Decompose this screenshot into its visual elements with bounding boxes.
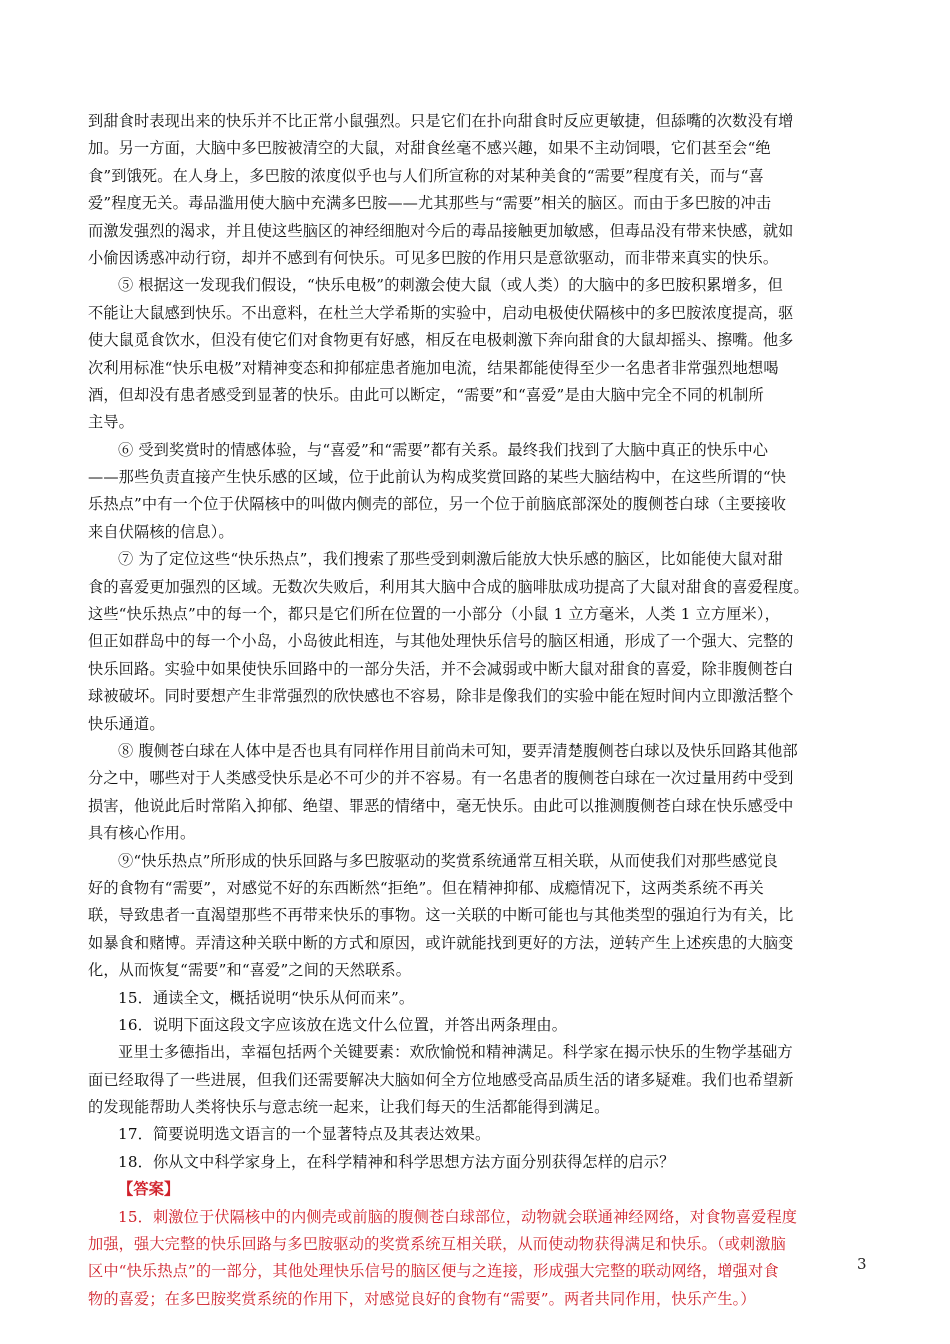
text-line: 来自伏隔核的信息）。 <box>88 522 234 541</box>
text-line: 球被破坏。同时要想产生非常强烈的欣快感也不容易，除非是像我们的实验中能在短时间内立即激活整个 <box>88 687 794 706</box>
text-line: 快乐通道。 <box>88 714 165 733</box>
answer-label: 【答案】 <box>118 1180 180 1199</box>
text-line: ——那些负责直接产生快乐感的区域，位于此前认为构成奖赏回路的某些大脑结构中，在这些所谓的“快 <box>88 468 787 487</box>
text-line: 而激发强烈的渴求，并且使这些脑区的神经细胞对今后的毒品接触更加敏感，但毒品没有带来快感，就如 <box>88 221 794 240</box>
text-line: 次利用标准“快乐电极”对精神变态和抑郁症患者施加电流，结果都能使得至少一名患者非常强烈地想喝 <box>88 358 779 377</box>
text-line: 食”到饿死。在人身上，多巴胺的浓度似乎也与人们所宣称的对某种美食的“需要”程度有关，而与“喜 <box>88 166 764 185</box>
document-page <box>88 108 868 1313</box>
text-line: 食的喜爱更加强烈的区域。无数次失败后，利用其大脑中合成的脑啡肽成功提高了大鼠对甜食的喜爱程度。 <box>88 577 809 596</box>
text-line: 面已经取得了一些进展，但我们还需要解决大脑如何全方位地感受高品质生活的诸多疑难。我们也希望新 <box>88 1070 794 1089</box>
text-line: 具有核心作用。 <box>88 824 196 843</box>
text-line: ⑧ 腹侧苍白球在人体中是否也具有同样作用目前尚未可知，要弄清楚腹侧苍白球以及快乐回路其他部 <box>118 741 798 760</box>
text-line: 18．你从文中科学家身上，在科学精神和科学思想方法方面分别获得怎样的启示？ <box>118 1152 675 1171</box>
answer-line: 15．刺激位于伏隔核中的内侧壳或前脑的腹侧苍白球部位，动物就会联通神经网络，对食物喜爱程度 <box>118 1207 798 1226</box>
text-line: 主导。 <box>88 413 135 432</box>
text-line: 不能让大鼠感到快乐。不出意料，在杜兰大学希斯的实验中，启动电极使伏隔核中的多巴胺浓度提高，驱 <box>88 303 794 322</box>
text-line: 的发现能帮助人类将快乐与意志统一起来，让我们每天的生活都能得到满足。 <box>88 1098 610 1117</box>
text-line: 酒，但却没有患者感受到显著的快乐。由此可以断定，“需要”和“喜爱”是由大脑中完全不同的机制所 <box>88 385 764 404</box>
answer-text <box>88 1204 868 1314</box>
text-line: 损害，他说此后时常陷入抑郁、绝望、罪恶的情绪中，毫无快乐。由此可以推测腹侧苍白球在快乐感受中 <box>88 796 794 815</box>
text-line: 到甜食时表现出来的快乐并不比正常小鼠强烈。只是它们在扑向甜食时反应更敏捷，但舔嘴的次数没有增 <box>88 112 794 130</box>
text-line: 如暴食和赌博。弄清这种关联中断的方式和原因，或许就能找到更好的方法，逆转产生上述疾患的大脑变 <box>88 933 794 952</box>
answer-line: 区中“快乐热点”的一部分，其他处理快乐信号的脑区便与之连接，形成强大完整的联动网络，增强对食 <box>88 1262 779 1281</box>
text-line: 使大鼠觅食饮水，但没有使它们对食物更有好感，相反在电极刺激下奔向甜食的大鼠却摇头、擦嘴。他多 <box>88 331 794 350</box>
answer-line: 加强，强大完整的快乐回路与多巴胺驱动的奖赏系统互相关联，从而使动物获得满足和快乐。（或刺激脑 <box>88 1235 786 1254</box>
text-line: ⑤ 根据这一发现我们假设，“快乐电极”的刺激会使大鼠（或人类）的大脑中的多巴胺积累增多，但 <box>118 276 783 295</box>
text-line: 快乐回路。实验中如果使快乐回路中的一部分失活，并不会减弱或中断大鼠对甜食的喜爱，除非腹侧苍白 <box>88 659 794 678</box>
text-line: 16．说明下面这段文字应该放在选文什么位置，并答出两条理由。 <box>118 1015 568 1034</box>
text-line: ⑦ 为了定位这些“快乐热点”，我们搜索了那些受到刺激后能放大快乐感的脑区，比如能使大鼠对甜 <box>118 550 783 569</box>
answer-line: 物的喜爱；在多巴胺奖赏系统的作用下，对感觉良好的食物有“需要”。两者共同作用，快乐产生。） <box>88 1289 756 1308</box>
text-line: 联，导致患者一直渴望那些不再带来快乐的事物。这一关联的中断可能也与其他类型的强迫行为有关，比 <box>88 906 794 925</box>
text-line: ⑨“快乐热点”所形成的快乐回路与多巴胺驱动的奖赏系统通常互相关联，从而使我们对那些感觉良 <box>118 851 779 870</box>
body-text <box>88 108 868 1176</box>
text-line: 爱”程度无关。毒品滥用使大脑中充满多巴胺——尤其那些与“需要”相关的脑区。而由于多巴胺的冲击 <box>88 194 772 213</box>
text-line: 加。另一方面，大脑中多巴胺被清空的大鼠，对甜食丝毫不感兴趣，如果不主动饲喂，它们甚至会“绝 <box>88 139 771 158</box>
text-line: 亚里士多德指出，幸福包括两个关键要素：欢欣愉悦和精神满足。科学家在揭示快乐的生物学基础方 <box>118 1043 793 1062</box>
text-line: 但正如群岛中的每一个小岛，小岛彼此相连，与其他处理快乐信号的脑区相通，形成了一个强大、完整的 <box>88 632 794 651</box>
text-line: 15．通读全文，概括说明“快乐从何而来”。 <box>118 988 415 1007</box>
text-line: 分之中，哪些对于人类感受快乐是必不可少的并不容易。有一名患者的腹侧苍白球在一次过量用药中受到 <box>88 769 794 788</box>
text-line: 化，从而恢复“需要”和“喜爱”之间的天然联系。 <box>88 961 412 980</box>
text-line: 乐热点”中有一个位于伏隔核中的叫做内侧壳的部位，另一个位于前脑底部深处的腹侧苍白球（主要接收 <box>88 495 787 514</box>
text-line: 17．简要说明选文语言的一个显著特点及其表达效果。 <box>118 1125 491 1144</box>
text-line: ⑥ 受到奖赏时的情感体验，与“喜爱”和“需要”都有关系。最终我们找到了大脑中真正的快乐中心 <box>118 440 769 459</box>
page-number: 3 <box>857 1255 867 1273</box>
text-line: 小偷因诱惑冲动行窃，却并不感到有何快乐。可见多巴胺的作用只是意欲驱动，而非带来真实的快乐。 <box>88 248 779 267</box>
text-line: 好的食物有“需要”，对感觉不好的东西断然“拒绝”。但在精神抑郁、成瘾情况下，这两类系统不再关 <box>88 878 764 897</box>
text-line: 这些“快乐热点”中的每一个，都只是它们所在位置的一小部分（小鼠 1 立方毫米，人类 1 立方厘米）， <box>88 605 780 624</box>
